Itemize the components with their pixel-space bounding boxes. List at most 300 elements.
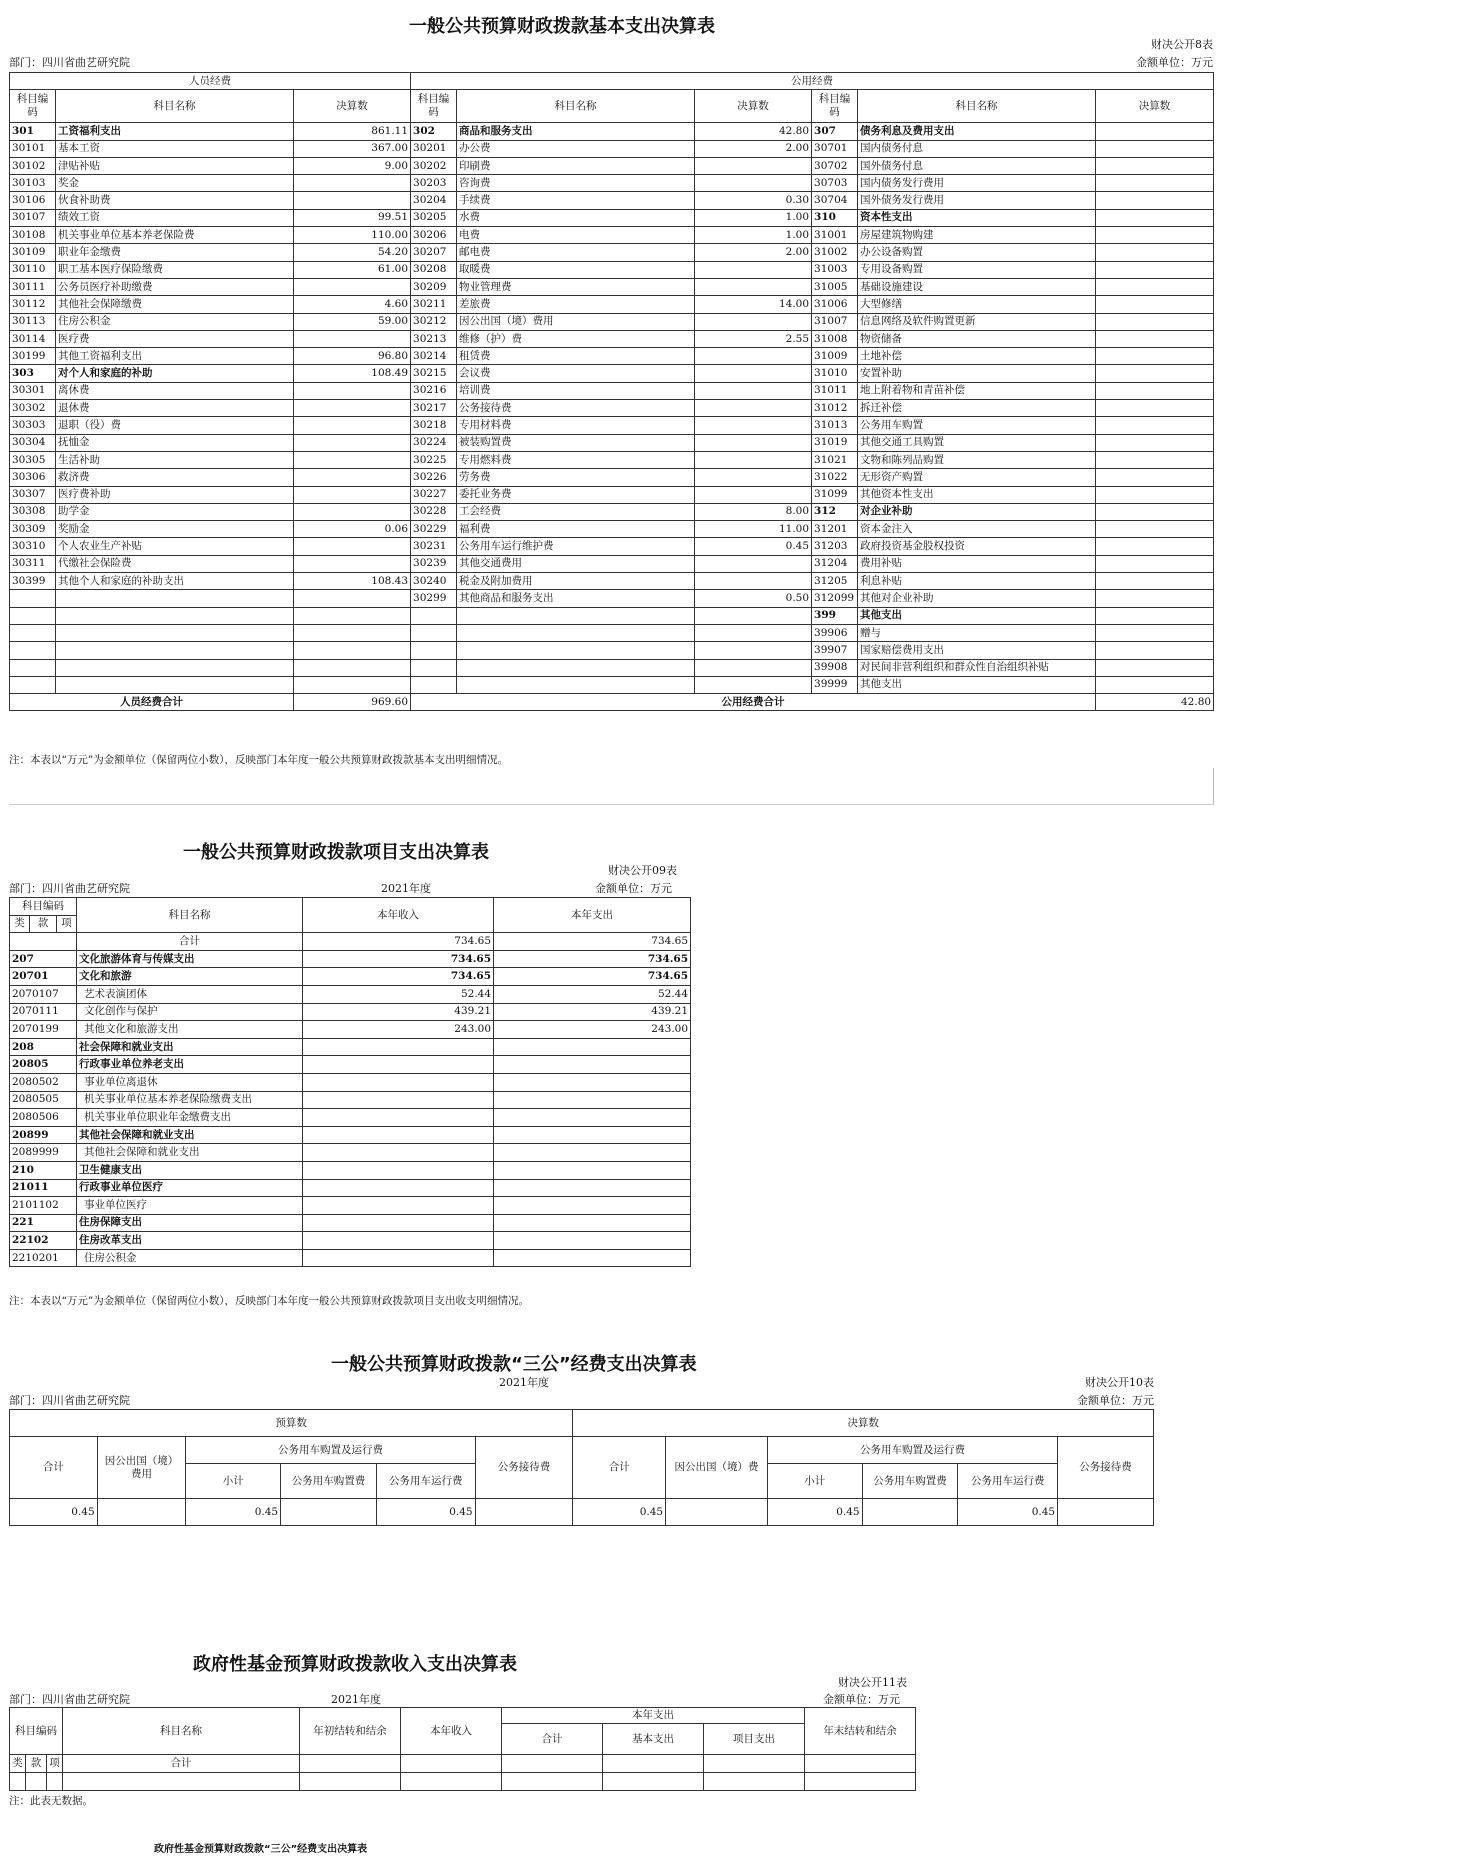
t8-name: 国内债务发行费用	[858, 175, 1096, 192]
t8-code: 30228	[411, 503, 457, 520]
t8-table-row	[10, 434, 1214, 451]
t8-code	[10, 590, 56, 607]
t8-amount	[695, 642, 812, 659]
t8-table-row	[10, 400, 1214, 417]
t8-name: 工会经费	[457, 503, 695, 520]
t8-code: 30310	[10, 538, 56, 555]
t8-amount	[1096, 659, 1214, 676]
t8-name	[457, 659, 695, 676]
t8-unit: 金额单位：万元	[1136, 56, 1213, 69]
t8-name: 奖金	[56, 175, 294, 192]
t8-amount	[1096, 382, 1214, 399]
t9-income	[303, 1109, 494, 1127]
t8-col-amount: 决算数	[695, 90, 812, 123]
t8-table-row	[10, 469, 1214, 486]
t9-code: 2070111	[10, 1003, 77, 1021]
t9-code: 20899	[10, 1126, 77, 1144]
t8-name: 债务利息及费用支出	[858, 123, 1096, 140]
t8-amount	[695, 469, 812, 486]
t9-table-row	[10, 1021, 691, 1039]
t8-table-row	[10, 659, 1214, 676]
t8-name: 福利费	[457, 521, 695, 538]
t8-name: 公务用车运行维护费	[457, 538, 695, 555]
t8-amount: 108.49	[294, 365, 411, 382]
t9-table-row	[10, 1179, 691, 1197]
t10-value	[1058, 1499, 1154, 1526]
t10-col-subtotal: 小计	[186, 1464, 281, 1499]
t8-name: 差旅费	[457, 296, 695, 313]
t8-table-row	[10, 209, 1214, 226]
t8-name: 会议费	[457, 365, 695, 382]
t8-code	[411, 659, 457, 676]
t8-amount	[1096, 503, 1214, 520]
t8-name: 取暖费	[457, 261, 695, 278]
t8-name: 住房公积金	[56, 313, 294, 330]
t8-name: 其他工资福利支出	[56, 348, 294, 365]
t8-table-row	[10, 123, 1214, 140]
t8-table-code: 财决公开8表	[1151, 38, 1213, 51]
t9-table-row	[10, 1197, 691, 1215]
t8-amount: 8.00	[695, 503, 812, 520]
t8-name: 维修（护）费	[457, 330, 695, 347]
t8-name: 助学金	[56, 503, 294, 520]
t9-income	[303, 1197, 494, 1215]
t8-name: 离休费	[56, 382, 294, 399]
t8-amount	[294, 400, 411, 417]
t8-name: 其他支出	[858, 607, 1096, 624]
t8-code: 31205	[812, 573, 858, 590]
t8-name: 其他对企业补助	[858, 590, 1096, 607]
t9-code: 2080505	[10, 1091, 77, 1109]
t8-name: 培训费	[457, 382, 695, 399]
t8-name	[457, 642, 695, 659]
t8-amount	[1096, 573, 1214, 590]
t9-name: 机关事业单位职业年金缴费支出	[77, 1109, 303, 1127]
t8-amount	[294, 417, 411, 434]
t9-income	[303, 1038, 494, 1056]
t8-code: 30201	[411, 140, 457, 157]
t8-code	[10, 676, 56, 693]
t8-name: 公务用车购置	[858, 417, 1096, 434]
t11-col-kuan: 款	[26, 1755, 47, 1773]
t8-col-name: 科目名称	[858, 90, 1096, 123]
t8-code: 30211	[411, 296, 457, 313]
t8-name: 退休费	[56, 400, 294, 417]
t10-value: 0.45	[186, 1499, 281, 1526]
t8-amount: 0.30	[695, 192, 812, 209]
t8-amount	[695, 382, 812, 399]
t8-amount: 110.00	[294, 227, 411, 244]
t8-total-personnel-label: 人员经费合计	[10, 694, 294, 711]
t8-code: 30218	[411, 417, 457, 434]
t8-amount	[695, 365, 812, 382]
t8-code: 30102	[10, 157, 56, 174]
t8-code: 30307	[10, 486, 56, 503]
t8-code: 31005	[812, 278, 858, 295]
t8-name: 其他资本性支出	[858, 486, 1096, 503]
t8-table-row	[10, 296, 1214, 313]
t8-name: 职工基本医疗保险缴费	[56, 261, 294, 278]
t8-code: 310	[812, 209, 858, 226]
t8-header-personnel: 人员经费	[10, 73, 411, 90]
t8-name: 物业管理费	[457, 278, 695, 295]
t8-name: 国外债务发行费用	[858, 192, 1096, 209]
t8-table-row	[10, 278, 1214, 295]
t8-amount	[1096, 296, 1214, 313]
t8-title: 一般公共预算财政拨款基本支出决算表	[409, 16, 715, 37]
t8-table-row	[10, 555, 1214, 572]
t8-name: 公务员医疗补助缴费	[56, 278, 294, 295]
t8-code: 31006	[812, 296, 858, 313]
t10-value	[97, 1499, 186, 1526]
t8-name: 个人农业生产补贴	[56, 538, 294, 555]
t10-value	[666, 1499, 768, 1526]
t9-code: 2070199	[10, 1021, 77, 1039]
t8-code	[10, 607, 56, 624]
t8-code: 312	[812, 503, 858, 520]
t8-table-row	[10, 244, 1214, 261]
t9-name: 事业单位医疗	[77, 1197, 303, 1215]
t8-code: 302	[411, 123, 457, 140]
t8-name	[457, 607, 695, 624]
t8-amount	[1096, 123, 1214, 140]
t9-expense: 734.65	[494, 950, 691, 968]
t8-code: 39907	[812, 642, 858, 659]
t10-col-vehicle: 公务用车购置及运行费	[186, 1437, 475, 1464]
t9-code: 2080506	[10, 1109, 77, 1127]
t8-name: 绩效工资	[56, 209, 294, 226]
t8-amount: 1.00	[695, 209, 812, 226]
t9-name: 其他社会保障和就业支出	[77, 1144, 303, 1162]
t8-code: 30229	[411, 521, 457, 538]
t8-name: 国内债务付息	[858, 140, 1096, 157]
t8-name: 基础设施建设	[858, 278, 1096, 295]
t8-code: 30113	[10, 313, 56, 330]
t8-code: 31204	[812, 555, 858, 572]
t11-unit: 金额单位：万元	[823, 1693, 900, 1706]
t8-code: 30107	[10, 209, 56, 226]
t8-table-row	[10, 451, 1214, 468]
t9-table-row	[10, 1038, 691, 1056]
t9-code: 2080502	[10, 1073, 77, 1091]
t8-code: 30309	[10, 521, 56, 538]
t9-expense	[494, 1249, 691, 1267]
t9-income	[303, 1249, 494, 1267]
t8-amount: 0.50	[695, 590, 812, 607]
t11-col-carry-out: 年末结转和结余	[805, 1708, 916, 1755]
t8-amount	[695, 624, 812, 641]
t8-amount: 2.00	[695, 140, 812, 157]
t8-name: 印刷费	[457, 157, 695, 174]
t8-amount: 9.00	[294, 157, 411, 174]
t8-name: 费用补贴	[858, 555, 1096, 572]
t8-name: 基本工资	[56, 140, 294, 157]
t9-table-row	[10, 1214, 691, 1232]
t8-name: 专用燃料费	[457, 451, 695, 468]
t10-col-purchase: 公务用车购置费	[281, 1464, 377, 1499]
t8-amount: 96.80	[294, 348, 411, 365]
t8-name: 对个人和家庭的补助	[56, 365, 294, 382]
t9-expense: 439.21	[494, 1003, 691, 1021]
t8-amount	[294, 624, 411, 641]
t8-amount	[294, 469, 411, 486]
t8-amount	[294, 278, 411, 295]
t8-code: 30101	[10, 140, 56, 157]
t9-income	[303, 1056, 494, 1074]
t8-code: 30302	[10, 400, 56, 417]
t8-table-row	[10, 157, 1214, 174]
t8-name: 商品和服务支出	[457, 123, 695, 140]
t8-total-public: 42.80	[1096, 694, 1214, 711]
t9-income	[303, 1232, 494, 1250]
t10-final-header: 决算数	[573, 1410, 1154, 1437]
t9-col-expense: 本年支出	[494, 898, 691, 933]
t9-table-row	[10, 1056, 691, 1074]
t8-name: 资本性支出	[858, 209, 1096, 226]
t8-code: 30214	[411, 348, 457, 365]
t9-expense	[494, 1161, 691, 1179]
t10-budget-header: 预算数	[10, 1410, 573, 1437]
t8-code: 30308	[10, 503, 56, 520]
t8-amount	[294, 175, 411, 192]
t8-amount	[1096, 676, 1214, 693]
t9-name: 文化旅游体育与传媒支出	[77, 950, 303, 968]
t8-code: 30226	[411, 469, 457, 486]
t9-income: 243.00	[303, 1021, 494, 1039]
t8-amount	[1096, 400, 1214, 417]
t9-code: 210	[10, 1161, 77, 1179]
t8-code: 31003	[812, 261, 858, 278]
t8-amount	[695, 555, 812, 572]
t8-code: 30301	[10, 382, 56, 399]
t9-expense	[494, 1232, 691, 1250]
t8-name: 对民间非营利组织和群众性自治组织补贴	[858, 659, 1096, 676]
t9-expense	[494, 1109, 691, 1127]
t8-amount	[1096, 244, 1214, 261]
t8-name: 被装购置费	[457, 434, 695, 451]
t8-name: 其他交通费用	[457, 555, 695, 572]
t11-title: 政府性基金预算财政拨款收入支出决算表	[193, 1654, 517, 1675]
t8-amount	[1096, 607, 1214, 624]
t11-col-xiang: 项	[47, 1755, 63, 1773]
t8-name: 其他个人和家庭的补助支出	[56, 573, 294, 590]
t8-amount	[294, 659, 411, 676]
t9-expense	[494, 1091, 691, 1109]
t8-amount	[294, 486, 411, 503]
t8-name: 无形资产购置	[858, 469, 1096, 486]
t8-code	[411, 607, 457, 624]
t8-name: 办公费	[457, 140, 695, 157]
t8-table-row	[10, 486, 1214, 503]
t8-code: 399	[812, 607, 858, 624]
t11-col-lei: 类	[10, 1755, 26, 1773]
t8-name: 大型修缮	[858, 296, 1096, 313]
t9-name: 住房保障支出	[77, 1214, 303, 1232]
t9-expense	[494, 1073, 691, 1091]
t11-col-total: 合计	[502, 1724, 603, 1755]
t9-income	[303, 1161, 494, 1179]
t8-name: 信息网络及软件购置更新	[858, 313, 1096, 330]
t8-code: 30311	[10, 555, 56, 572]
t8-code: 30225	[411, 451, 457, 468]
t8-code: 30112	[10, 296, 56, 313]
t8-table-row	[10, 330, 1214, 347]
t8-code: 30216	[411, 382, 457, 399]
t8-table-row	[10, 521, 1214, 538]
t8-code: 30305	[10, 451, 56, 468]
t9-code: 21011	[10, 1179, 77, 1197]
t9-total-label: 合计	[77, 933, 303, 951]
t8-code: 31099	[812, 486, 858, 503]
t11-department: 部门：四川省曲艺研究院	[9, 1693, 130, 1706]
t9-expense	[494, 1126, 691, 1144]
t8-amount	[294, 503, 411, 520]
t9-unit: 金额单位：万元	[595, 882, 672, 895]
t8-amount: 14.00	[695, 296, 812, 313]
t8-amount	[695, 659, 812, 676]
t8-code: 30108	[10, 227, 56, 244]
t10-col-purchase: 公务用车购置费	[862, 1464, 958, 1499]
t8-amount	[695, 313, 812, 330]
t8-code: 30701	[812, 140, 858, 157]
t8-name: 咨询费	[457, 175, 695, 192]
t10-col-running: 公务用车运行费	[376, 1464, 475, 1499]
t8-name: 专用材料费	[457, 417, 695, 434]
t8-amount	[294, 538, 411, 555]
t8-amount	[695, 434, 812, 451]
t8-table	[9, 72, 1214, 711]
t9-income: 734.65	[303, 968, 494, 986]
t8-table-row	[10, 227, 1214, 244]
t9-name: 行政事业单位医疗	[77, 1179, 303, 1197]
t8-name: 国外债务付息	[858, 157, 1096, 174]
t9-expense	[494, 1179, 691, 1197]
t8-code: 31203	[812, 538, 858, 555]
t8-code: 31011	[812, 382, 858, 399]
t8-name: 其他支出	[858, 676, 1096, 693]
t8-amount	[695, 278, 812, 295]
t9-year: 2021年度	[381, 882, 431, 895]
t10-value	[862, 1499, 958, 1526]
t8-amount	[695, 261, 812, 278]
t8-name: 手续费	[457, 192, 695, 209]
t11-col-basic: 基本支出	[603, 1724, 704, 1755]
t8-name: 职业年金缴费	[56, 244, 294, 261]
t8-code: 30306	[10, 469, 56, 486]
t8-amount	[294, 192, 411, 209]
t9-name: 行政事业单位养老支出	[77, 1056, 303, 1074]
t8-code: 31022	[812, 469, 858, 486]
t8-amount	[1096, 521, 1214, 538]
t8-name: 劳务费	[457, 469, 695, 486]
t8-amount	[1096, 486, 1214, 503]
t9-code: 2101102	[10, 1197, 77, 1215]
t8-name: 公务接待费	[457, 400, 695, 417]
t8-code: 31013	[812, 417, 858, 434]
t8-total-personnel: 969.60	[294, 694, 411, 711]
t8-table-row	[10, 313, 1214, 330]
t8-code	[10, 659, 56, 676]
t8-code: 303	[10, 365, 56, 382]
t8-note: 注：本表以“万元”为金额单位（保留两位小数），反映部门本年度一般公共预算财政拨款基本支出明细情况。	[9, 754, 508, 766]
t8-name: 委托业务费	[457, 486, 695, 503]
t9-table	[9, 897, 691, 1267]
t8-amount	[1096, 538, 1214, 555]
t8-amount: 42.80	[695, 123, 812, 140]
t8-name: 电费	[457, 227, 695, 244]
t9-table-row	[10, 1091, 691, 1109]
t8-name: 其他交通工具购置	[858, 434, 1096, 451]
t8-table-row	[10, 590, 1214, 607]
t8-col-amount: 决算数	[294, 90, 411, 123]
t8-amount	[1096, 330, 1214, 347]
t9-table-row	[10, 950, 691, 968]
t8-amount: 99.51	[294, 209, 411, 226]
t8-table-row	[10, 607, 1214, 624]
t8-table-row	[10, 417, 1214, 434]
t9-code: 207	[10, 950, 77, 968]
t8-table-row	[10, 503, 1214, 520]
t9-table-row	[10, 1126, 691, 1144]
t8-name: 资本金注入	[858, 521, 1096, 538]
t8-name: 水费	[457, 209, 695, 226]
t8-code: 31008	[812, 330, 858, 347]
t8-name	[457, 624, 695, 641]
t8-name: 拆迁补偿	[858, 400, 1096, 417]
t8-table-row	[10, 624, 1214, 641]
t8-amount	[1096, 624, 1214, 641]
t8-name: 医疗费补助	[56, 486, 294, 503]
t9-title: 一般公共预算财政拨款项目支出决算表	[183, 842, 489, 863]
t8-amount	[294, 676, 411, 693]
t9-name: 住房公积金	[77, 1249, 303, 1267]
t8-name: 生活补助	[56, 451, 294, 468]
t8-amount: 1.00	[695, 227, 812, 244]
t11-table	[9, 1707, 916, 1791]
t8-code: 31010	[812, 365, 858, 382]
t8-code: 30114	[10, 330, 56, 347]
t8-frame-line	[9, 768, 1214, 805]
t9-expense	[494, 1056, 691, 1074]
t9-income	[303, 1179, 494, 1197]
t10-value: 0.45	[573, 1499, 666, 1526]
t10-value: 0.45	[958, 1499, 1058, 1526]
t8-code: 30110	[10, 261, 56, 278]
t8-name: 津贴补贴	[56, 157, 294, 174]
t8-amount: 861.11	[294, 123, 411, 140]
t8-code: 30106	[10, 192, 56, 209]
t8-table-row	[10, 348, 1214, 365]
t11-total-label: 合计	[63, 1755, 300, 1773]
t8-name: 利息补贴	[858, 573, 1096, 590]
t8-amount	[1096, 642, 1214, 659]
t8-code: 30215	[411, 365, 457, 382]
t8-amount: 0.45	[695, 538, 812, 555]
t9-col-code: 科目编码	[10, 898, 77, 916]
t9-name: 住房改革支出	[77, 1232, 303, 1250]
t8-amount: 61.00	[294, 261, 411, 278]
t9-total-income: 734.65	[303, 933, 494, 951]
t8-code: 31201	[812, 521, 858, 538]
t8-name	[56, 590, 294, 607]
t9-name: 其他文化和旅游支出	[77, 1021, 303, 1039]
t8-code: 30399	[10, 573, 56, 590]
t8-table-row	[10, 365, 1214, 382]
t8-code	[10, 642, 56, 659]
t8-code: 39999	[812, 676, 858, 693]
t9-income: 439.21	[303, 1003, 494, 1021]
t8-code: 30224	[411, 434, 457, 451]
